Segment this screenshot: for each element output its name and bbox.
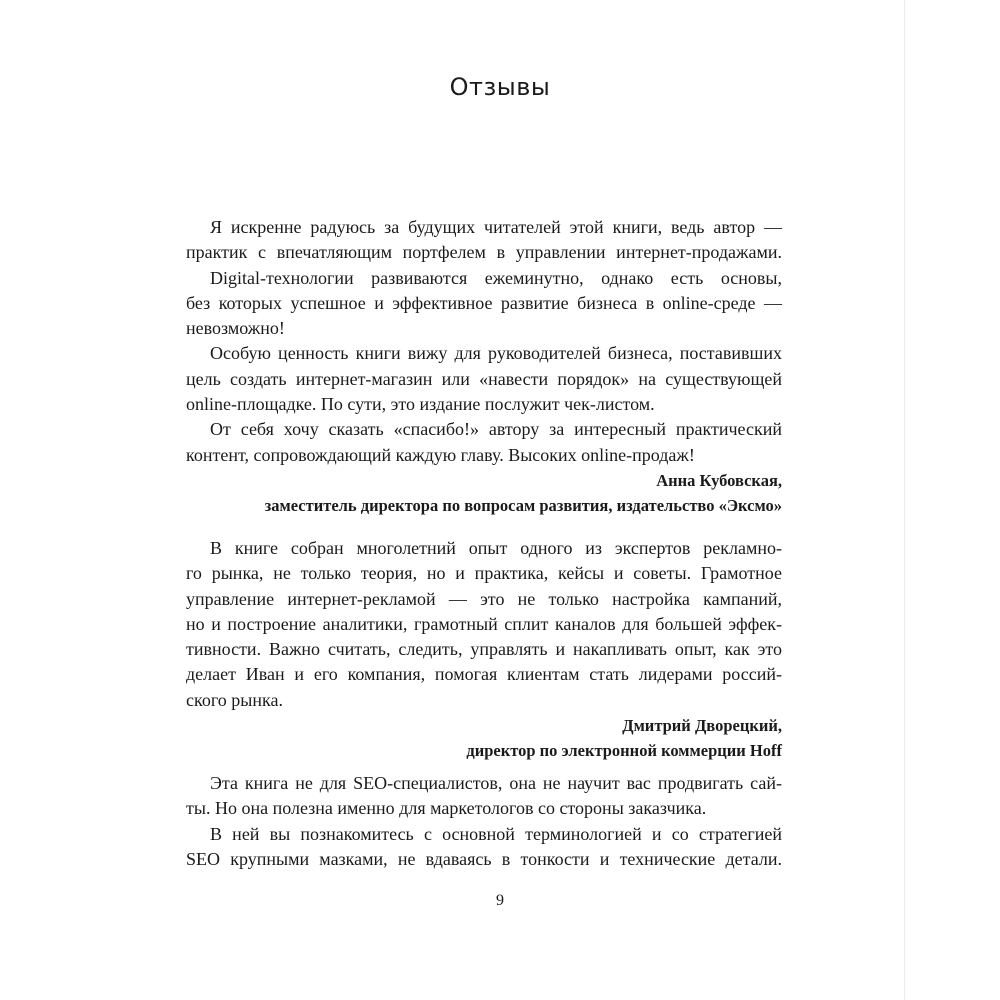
review-text-line: online-площадке. По сути, это издание послужит чек-листом. [186,394,655,415]
page-edge-divider [904,0,905,1000]
review-text-line: практик с впечатляющим портфелем в управлении интернет-продажами. [186,242,782,263]
review-text-line: Особую ценность книги вижу для руководителей бизнеса, поставивших [210,343,782,364]
review-text-line: тивности. Важно считать, следить, управлять и накапливать опыт, как это [186,639,782,660]
review-text-line: делает Иван и его компания, помогая клиентам стать лидерами россий- [186,664,782,685]
review-text-line: SEO крупными мазками, не вдаваясь в тонкости и технические детали. [186,848,782,869]
review-text-line: В ней вы познакомитесь с основной терминологией и со стратегией [210,823,782,844]
review-text-line: ского рынка. [186,689,283,710]
review-anna-kubovskaya [186,215,782,519]
review-text-line: невозможно! [186,318,285,339]
review-text-line: управление интернет-рекламой — это не только настройка кампаний, [186,588,782,609]
review-dmitry-dvoretsky [186,536,782,764]
review-author-name: Анна Кубовская, [656,470,782,490]
page-number: 9 [496,892,504,909]
review-author-role: директор по электронной коммерции Hoff [466,741,782,761]
review-author-role: заместитель директора по вопросам развития, издательство «Эксмо» [264,496,782,516]
review-text-line: цель создать интернет-магазин или «навести порядок» на существующей [186,368,782,389]
review-text-line: Я искренне радуюсь за будущих читателей этой книги, ведь автор — [210,217,782,237]
review-text-line: без которых успешное и эффективное развитие бизнеса в online-среде — [186,292,782,313]
review-text-line: контент, сопровождающий каждую главу. Высоких online-продаж! [186,444,695,465]
review-text-line: го рынка, не только теория, но и практика, кейсы и советы. Грамотное [186,563,782,584]
review-text-line: Digital-технологии развиваются ежеминутно, однако есть основы, [210,267,782,288]
review-text-line: но и построение аналитики, грамотный сплит каналов для большей эффек- [186,613,782,634]
review-author-name: Дмитрий Дворецкий, [622,716,782,736]
review-seo [186,771,782,872]
review-text-line: От себя хочу сказать «спасибо!» автору за интересный практический [210,419,782,440]
review-text-line: Эта книга не для SEO-специалистов, она не научит вас продвигать сай- [210,773,782,793]
review-text-line: В книге собран многолетний опыт одного из экспертов рекламно- [210,538,782,558]
page-title: Отзывы [449,73,551,101]
review-text-line: ты. Но она полезна именно для маркетологов со стороны заказчика. [186,798,707,819]
